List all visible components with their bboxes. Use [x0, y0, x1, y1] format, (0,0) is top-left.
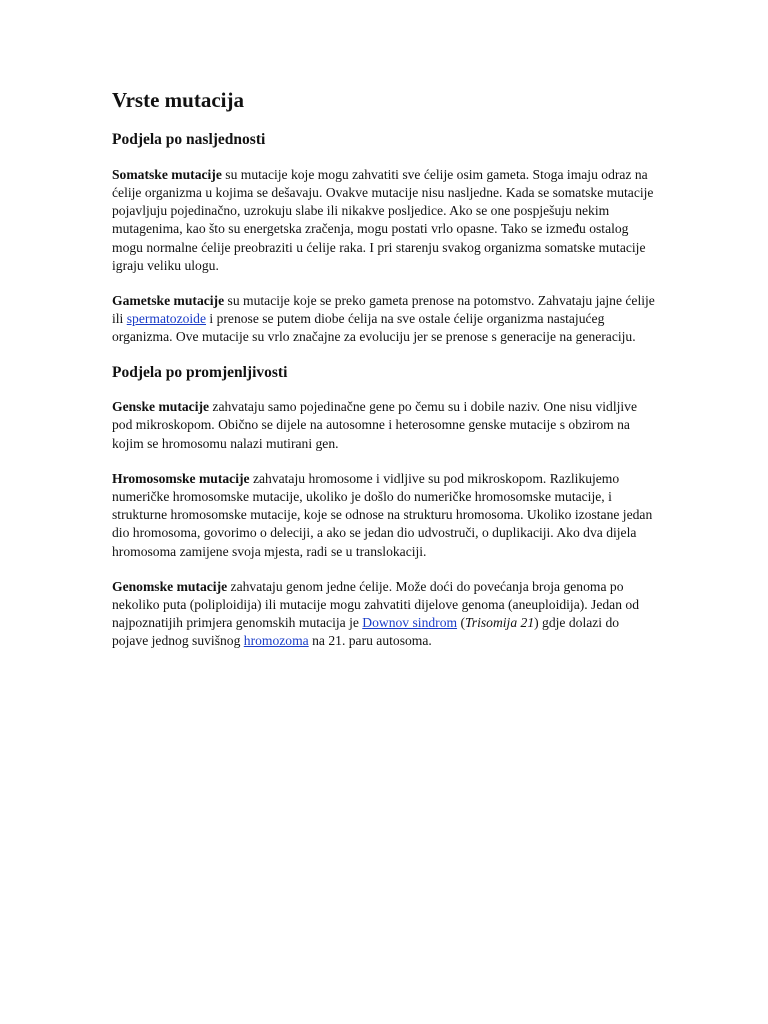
text-chromosomal-mutations: zahvataju hromosome i vidljive su pod mikroskopom. Razlikujemo numeričke hromosomske mutacije, ukoliko je došlo do numeričke hromosomske mutacije, i strukturne hromosomske mutacije, koje se odnose na strukturu hromosoma. Ukoliko izostane jedan dio hromosoma, govorimo o deleciji, a ako se jedan dio udvostruči, o duplikaciji. Ako dva dijela hromosoma zamijene svoja mjesta, radi se u translokaciji.: [112, 470, 653, 559]
paragraph-chromosomal-mutations: [112, 470, 658, 561]
paragraph-gametic-mutations: [112, 292, 658, 347]
term-gametic-mutations: Gametske mutacije: [112, 293, 225, 308]
text-gene-mutations: zahvataju samo pojedinačne gene po čemu su i dobile naziv. One nisu vidljive pod mikroskopom. Obično se dijele na autosomne i heterosomne genske mutacije s obzirom na kojim se hromosomu nalazi mutirani gen.: [112, 399, 637, 451]
text-genomic-mutations-4: na 21. paru autosoma.: [308, 633, 432, 649]
term-somatic-mutations: Somatske mutacije: [112, 166, 222, 182]
text-genomic-mutations-2: (: [457, 615, 465, 631]
text-somatic-mutations: su mutacije koje mogu zahvatiti sve ćelije osim gameta. Stoga imaju odraz na ćelije organizma u kojima se dešavaju. Ovakve mutacije nisu nasljedne. Kada se somatske mutacije pojavljuju pojedinačno, uzrokuju slabe ili nikakve posljedice. Ako se one pospješuju nekim mutagenima, kao što su energetska zračenja, mogu postati vrlo opasne. Tako se između ostalog mogu normalne ćelije preobraziti u ćelije raka. I pri starenju svakog organizma somatske mutacije igraju veliku ulogu.: [112, 166, 654, 273]
section-heading-variability: Podjela po promjenljivosti: [112, 363, 288, 381]
section-heading-heredity: Podjela po nasljednosti: [112, 131, 266, 149]
text-gametic-mutations-2: i prenose se putem diobe ćelija na sve ostale ćelije organizma nastajućeg organizma. Ove mutacije su vrlo značajne za evoluciju jer se prenose s generacije na generaciju.: [112, 311, 636, 345]
page-title: Vrste mutacija: [112, 88, 244, 112]
paragraph-gene-mutations: [112, 398, 658, 453]
link-hromozoma[interactable]: hromozoma: [243, 633, 309, 649]
text-genomic-mutations-3: ) gdje dolazi do pojave jednog suvišnog: [112, 615, 620, 649]
link-spermatozoide[interactable]: spermatozoide: [126, 311, 207, 327]
text-gametic-mutations-1: su mutacije koje se preko gameta prenose na potomstvo. Zahvataju jajne ćelije ili: [112, 293, 655, 327]
link-downov-sindrom[interactable]: Downov sindrom: [362, 615, 458, 631]
paragraph-somatic-mutations: [112, 166, 658, 275]
term-genomic-mutations: Genomske mutacije: [112, 578, 228, 594]
term-chromosomal-mutations: Hromosomske mutacije: [112, 470, 250, 486]
text-genomic-mutations-1: zahvataju genom jedne ćelije. Može doći do povećanja broja genoma po nekoliko puta (poliploidija) ili mutacije mogu zahvatiti dijelove genoma (aneuploidija). Jedan od najpoznatijih primjera genomskih mutacija je: [112, 578, 639, 631]
text-trisomija-21: Trisomija 21: [465, 615, 535, 631]
paragraph-genomic-mutations: [112, 578, 658, 651]
term-gene-mutations: Genske mutacije: [112, 399, 210, 415]
document-body: [112, 88, 658, 668]
